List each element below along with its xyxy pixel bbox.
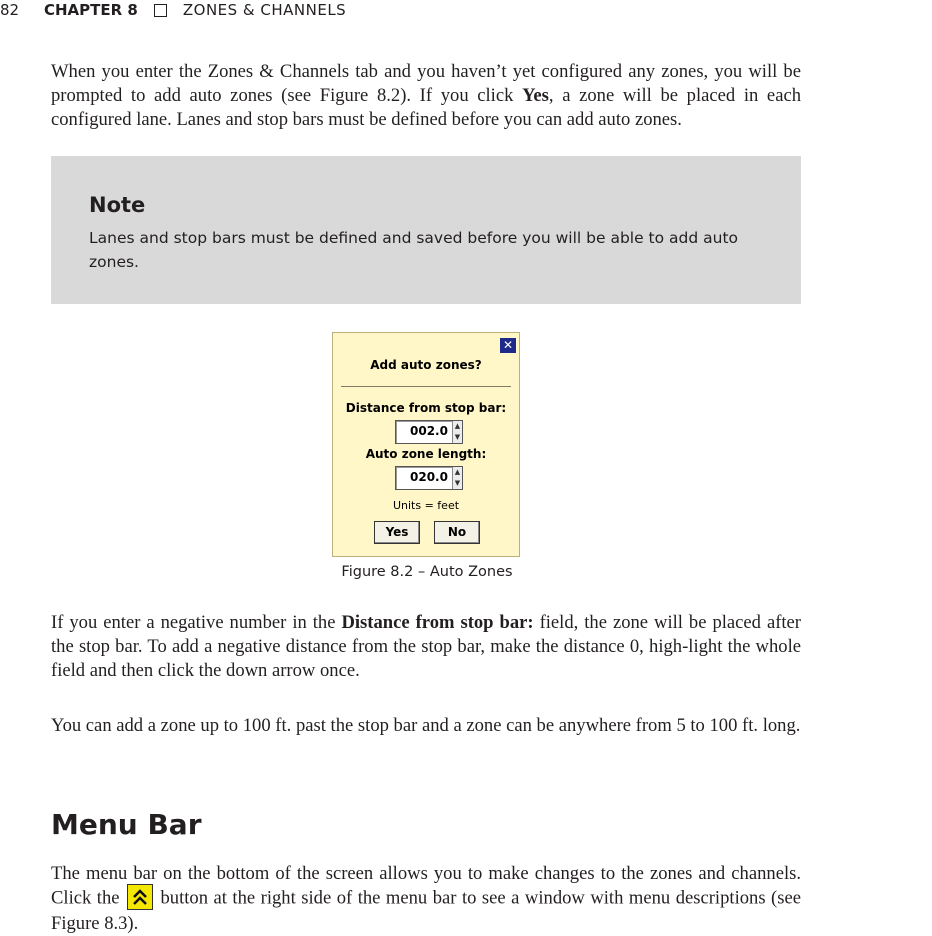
section-heading: Menu Bar xyxy=(51,808,202,841)
page-number: 82 xyxy=(0,1,20,19)
figure-caption: Figure 8.2 – Auto Zones xyxy=(341,564,513,580)
page-header xyxy=(0,0,900,20)
distance-label: Distance from stop bar: xyxy=(345,401,507,415)
arrow-up-icon[interactable]: ▲ xyxy=(454,468,461,476)
p4-text: The menu bar on the bottom of the screen allows you to make changes to the zones and channels. Click the xyxy=(51,863,801,909)
note-box xyxy=(51,156,801,304)
intro-text: When you enter the Zones & Channels tab and you haven’t yet configured any zones, you will be prompted to add auto zones (see Figure 8.2). If you click xyxy=(51,61,801,106)
intro-text-end: , a zone will be placed in each configured lane. Lanes and stop bars must be defined before you can add auto zones. xyxy=(51,85,801,130)
note-title: Note xyxy=(89,193,146,217)
length-value[interactable]: 020.0 xyxy=(410,470,448,484)
dialog-divider xyxy=(341,386,511,387)
chapter-label: CHAPTER 8 xyxy=(44,1,138,19)
arrow-down-icon[interactable]: ▼ xyxy=(454,433,461,441)
distance-stepper[interactable] xyxy=(395,420,463,444)
p2-text: If you enter a negative number in the xyxy=(51,612,342,633)
close-icon[interactable]: ✕ xyxy=(500,338,516,353)
no-button[interactable]: No xyxy=(434,521,480,544)
intro-paragraph xyxy=(51,60,801,132)
length-label: Auto zone length: xyxy=(365,447,487,461)
field-name-emphasis: Distance from stop bar: xyxy=(341,612,534,633)
p2-text-end: field, the zone will be placed after the stop bar. To add a negative distance from the stop bar, make the distance 0, high-light the whole field and then click the down arrow once. xyxy=(51,612,802,681)
note-text: Lanes and stop bars must be defined and saved before you will be able to add auto zones. xyxy=(89,229,739,271)
menu-bar-paragraph xyxy=(51,862,801,936)
dialog-title: Add auto zones? xyxy=(370,358,482,372)
section-label: ZONES & CHANNELS xyxy=(182,1,347,19)
zone-limits-paragraph: You can add a zone up to 100 ft. past the stop bar and a zone can be anywhere from 5 to 100 ft. long. xyxy=(51,715,801,736)
length-stepper[interactable] xyxy=(395,466,463,490)
arrow-down-icon[interactable]: ▼ xyxy=(454,479,461,487)
yes-emphasis: Yes xyxy=(522,85,549,106)
double-chevron-up-icon xyxy=(127,884,153,910)
auto-zones-dialog xyxy=(332,332,520,557)
length-spin-arrows[interactable] xyxy=(452,467,462,489)
arrow-up-icon[interactable]: ▲ xyxy=(454,422,461,430)
negative-distance-paragraph xyxy=(51,611,801,683)
p4-text-end: button at the right side of the menu bar to see a window with menu descriptions (see Figure 8.3). xyxy=(51,887,801,934)
distance-value[interactable]: 002.0 xyxy=(410,424,448,438)
distance-spin-arrows[interactable] xyxy=(452,421,462,443)
units-label: Units = feet xyxy=(392,499,460,512)
yes-button[interactable]: Yes xyxy=(374,521,420,544)
separator-box-icon xyxy=(154,4,167,17)
